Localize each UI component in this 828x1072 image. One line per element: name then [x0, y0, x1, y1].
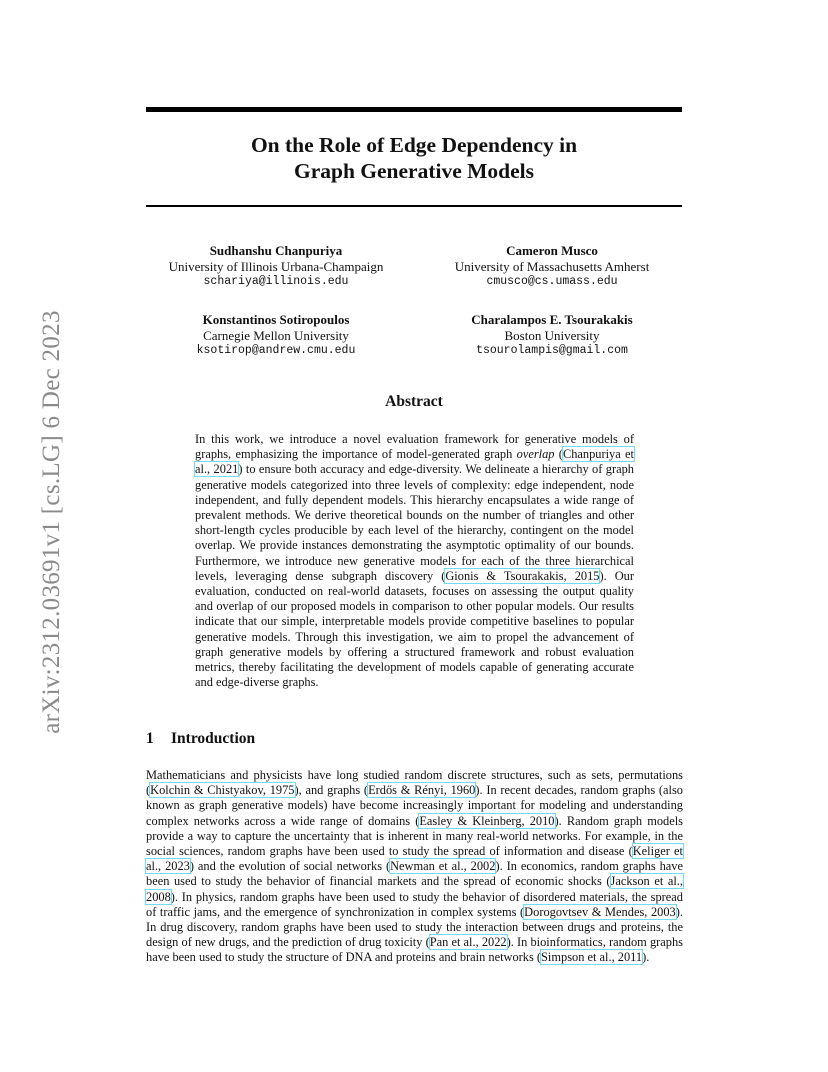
body-text-segment: ). Random graph models provide a way to capture the uncertainty that is inherent in many real-world networks. For example, in the social sciences, random graphs have been used to study the spread of information and disease ( — [146, 813, 683, 859]
author-card — [422, 312, 682, 359]
body-text-segment: ) and the evolution of social networks ( — [189, 859, 391, 874]
author-affiliation: University of Massachusetts Amherst — [454, 258, 650, 274]
section-title: Introduction — [171, 730, 256, 747]
citation-link[interactable]: Erdős & Rényi, 1960 — [368, 783, 476, 798]
author-affiliation: University of Illinois Urbana-Champaign — [168, 258, 384, 274]
body-text-segment: ). In recent decades, random graphs (also known as graph generative models) have become increasingly important for modeling and understanding complex networks across a wide range of domains ( — [146, 783, 683, 828]
citation-link[interactable]: Chanpuriya et al., 2021 — [195, 447, 635, 477]
abstract-heading: Abstract — [385, 393, 443, 410]
author-affiliation: Boston University — [504, 327, 600, 343]
author-card — [146, 243, 406, 290]
emphasized-term: overlap — [516, 447, 555, 462]
section-number: 1 — [146, 730, 154, 747]
citation-link[interactable]: Simpson et al., 2011 — [541, 950, 643, 965]
citation-link[interactable]: Pan et al., 2022 — [429, 935, 507, 950]
citation-link[interactable]: Easley & Kleinberg, 2010 — [419, 813, 555, 828]
abstract-text-segment: In this work, we introduce a novel evaluation framework for generative models of graphs, emphasizing the importance of model-generated graph — [195, 432, 634, 462]
title-bottom-rule — [146, 205, 682, 207]
abstract-text-segment: ). Our evaluation, conducted on real-world datasets, focuses on assessing the output quality and overlap of our proposed models in comparison to other popular models. Our results indicate that our simple, interpretable models provide competitive baselines to popular generative models. Through this investigation, we aim to propel the advancement of graph generative models by offering a structured framework and robust evaluation metrics, thereby facilitating the development of models capable of generating accurate and edge-diverse graphs. — [195, 568, 635, 690]
citation-link[interactable]: Dorogovtsev & Mendes, 2003 — [524, 904, 676, 919]
arxiv-identifier-stamp: arXiv:2312.03691v1 [cs.LG] 6 Dec 2023 — [38, 310, 65, 734]
title-line-2: Graph Generative Models — [293, 159, 535, 183]
author-email[interactable]: tsourolampis@gmail.com — [476, 344, 628, 357]
author-name: Sudhanshu Chanpuriya — [209, 243, 343, 258]
author-name: Charalampos E. Tsourakakis — [471, 312, 633, 327]
body-text-segment: ). In economics, random graphs have been used to study the behavior of financial markets and the spread of economic shocks ( — [146, 859, 683, 889]
body-text-segment: ). In bioinformatics, random graphs have been used to study the structure of DNA and proteins and brain networks ( — [146, 935, 684, 965]
paper-title — [146, 132, 682, 184]
body-text-segment: ). In drug discovery, random graphs have been used to study the interaction between drugs and proteins, the design of new drugs, and the prediction of drug toxicity ( — [146, 904, 683, 950]
introduction-paragraph — [146, 768, 683, 966]
author-affiliation: Carnegie Mellon University — [203, 327, 349, 343]
body-text-segment: ). — [642, 950, 650, 965]
author-card — [422, 243, 682, 290]
citation-link[interactable]: Gionis & Tsourakakis, 2015 — [445, 568, 600, 583]
section-heading — [146, 730, 255, 748]
body-text-segment: Mathematicians and physicists have long studied random discrete structures, such as sets, permutations ( — [146, 768, 683, 798]
author-name: Cameron Musco — [506, 243, 598, 258]
author-card — [146, 312, 406, 359]
author-email[interactable]: schariya@illinois.edu — [203, 275, 349, 288]
body-text-segment: ). In physics, random graphs have been used to study the behavior of disordered materials, the spread of traffic jams, and the emergence of synchronization in complex systems ( — [146, 889, 683, 919]
abstract-text-segment: ) to ensure both accuracy and edge-diversity. We delineate a hierarchy of graph generative models categorized into three levels of complexity: edge independent, node independent, and fully dependent models. This hierarchy encapsulates a wide range of prevalent methods. We derive theoretical bounds on the number of triangles and other short-length cycles producible by each level of the hierarchy, contingent on the model overlap. We provide instances demonstrating the asymptotic optimality of our bounds. Furthermore, we introduce new generative models for each of the three hierarchical levels, leveraging dense subgraph discovery ( — [195, 462, 634, 583]
author-email[interactable]: cmusco@cs.umass.edu — [486, 275, 618, 288]
citation-link[interactable]: Keliger et al., 2023 — [146, 844, 683, 874]
title-top-rule — [146, 107, 682, 112]
abstract-text — [195, 432, 634, 690]
abstract-text-segment: ( — [554, 447, 563, 462]
author-email[interactable]: ksotirop@andrew.cmu.edu — [196, 344, 356, 357]
body-text-segment: ), and graphs ( — [294, 783, 369, 798]
citation-link[interactable]: Jackson et al., 2008 — [146, 874, 683, 904]
citation-link[interactable]: Newman et al., 2002 — [390, 859, 496, 874]
title-line-1: On the Role of Edge Dependency in — [250, 133, 578, 157]
citation-link[interactable]: Kolchin & Chistyakov, 1975 — [150, 783, 295, 798]
author-name: Konstantinos Sotiropoulos — [202, 312, 350, 327]
